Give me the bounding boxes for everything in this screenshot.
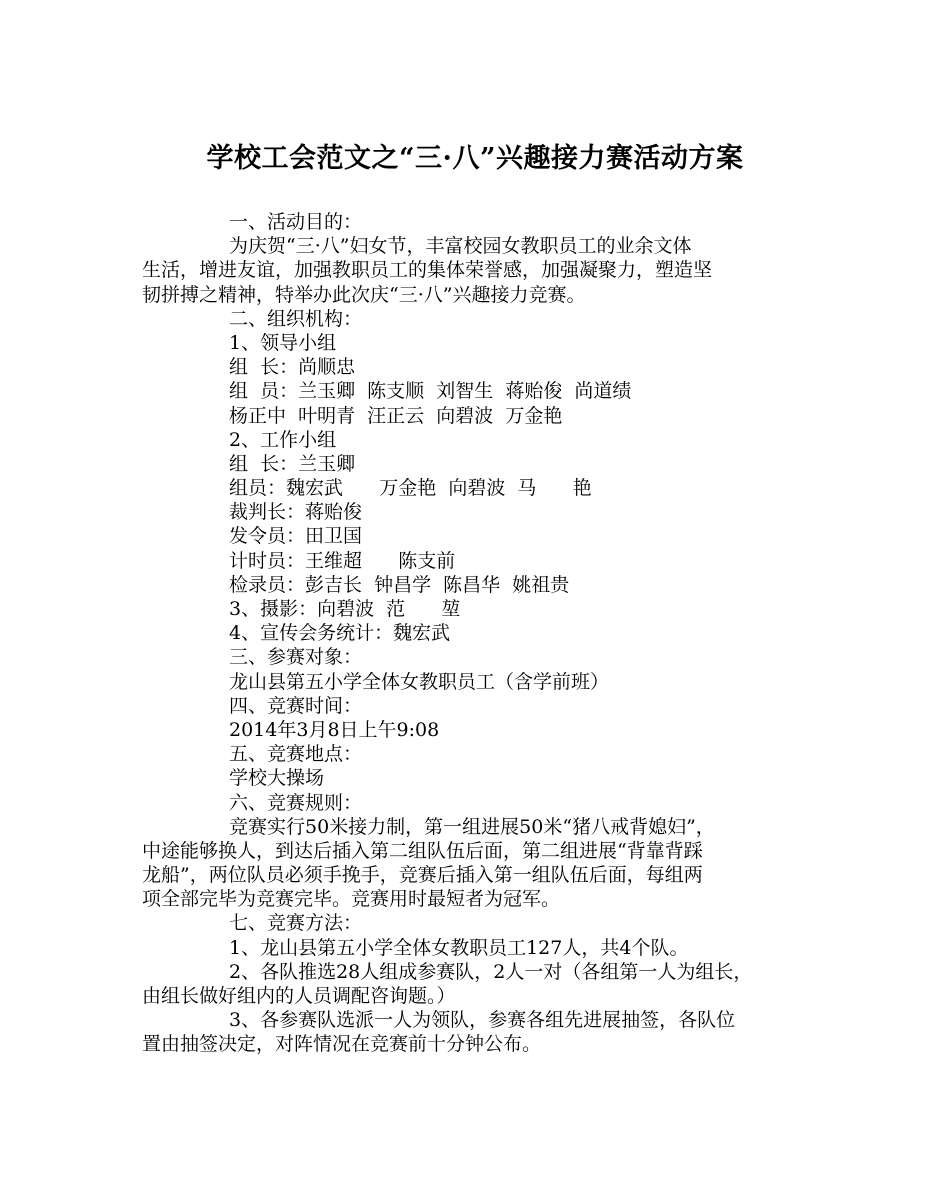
text-line: 七、竞赛方法： — [229, 912, 363, 935]
text-line: 为庆贺“三·八”妇女节，丰富校园女教职员工的业余文体 — [229, 235, 692, 258]
text-line: 由组长做好组内的人员调配咨询题。） — [142, 985, 456, 1007]
text-line: 2、各队推选28人组成参赛队，2人一对（各组第一人为组长， — [229, 960, 753, 983]
text-line: 三、参赛对象： — [229, 646, 363, 669]
document-body — [142, 210, 832, 1057]
document-title: 学校工会范文之“三·八”兴趣接力赛活动方案 — [206, 143, 744, 174]
text-line: 组 员：兰玉卿 陈支顺 刘智生 蒋贻俊 尚道绩 — [229, 380, 632, 403]
text-line: 六、竞赛规则： — [229, 791, 363, 814]
text-line: 2、工作小组 — [229, 428, 337, 451]
text-line: 一、活动目的： — [229, 211, 363, 233]
text-line: 五、竞赛地点： — [229, 743, 363, 766]
text-line: 竞赛实行50米接力制，第一组进展50米“猪八戒背媳妇”， — [229, 815, 715, 838]
text-line: 置由抽签决定，对阵情况在竞赛前十分钟公布。 — [142, 1033, 542, 1056]
text-line: 学校大操场 — [229, 767, 325, 790]
text-line: 检录员：彭吉长 钟昌学 陈昌华 姚祖贵 — [229, 573, 570, 596]
text-line: 四、竞赛时间： — [229, 694, 363, 717]
text-line: 3、摄影：向碧波 范 堃 — [229, 598, 461, 620]
text-line: 1、领导小组 — [229, 331, 337, 354]
text-line: 4、宣传会务统计：魏宏武 — [229, 622, 451, 645]
text-line: 2014年3月8日上午9:08 — [229, 718, 440, 741]
text-line: 3、各参赛队选派一人为领队，参赛各组先进展抽签，各队位 — [229, 1009, 736, 1032]
text-line: 计时员：王维超 陈支前 — [229, 549, 456, 572]
text-line: 1、龙山县第五小学全体女教职员工127人，共4个队。 — [229, 936, 689, 959]
text-line: 组 长：尚顺忠 — [229, 356, 356, 379]
text-line: 中途能够换人，到达后插入第二组队伍后面，第二组进展“背靠背踩 — [142, 839, 703, 862]
text-line: 裁判长：蒋贻俊 — [229, 501, 363, 524]
text-line: 二、组织机构： — [229, 307, 363, 330]
text-line: 项全部完毕为竞赛完毕。竞赛用时最短者为冠军。 — [142, 888, 561, 911]
text-line: 韧拼搏之精神，特举办此次庆“三·八”兴趣接力竞赛。 — [142, 283, 586, 306]
text-line: 杨正中 叶明青 汪正云 向碧波 万金艳 — [229, 404, 563, 427]
text-line: 龙船”，两位队员必须手挽手，竞赛后插入第一组队伍后面，每组两 — [142, 864, 703, 887]
text-line: 龙山县第五小学全体女教职员工（含学前班） — [229, 670, 610, 693]
text-line: 组员：魏宏武 万金艳 向碧波 马 艳 — [229, 477, 592, 500]
text-line: 生活，增进友谊，加强教职员工的集体荣誉感，加强凝聚力，塑造坚 — [142, 259, 713, 282]
text-line: 发令员：田卫国 — [229, 525, 363, 548]
text-line: 组 长：兰玉卿 — [229, 452, 356, 475]
